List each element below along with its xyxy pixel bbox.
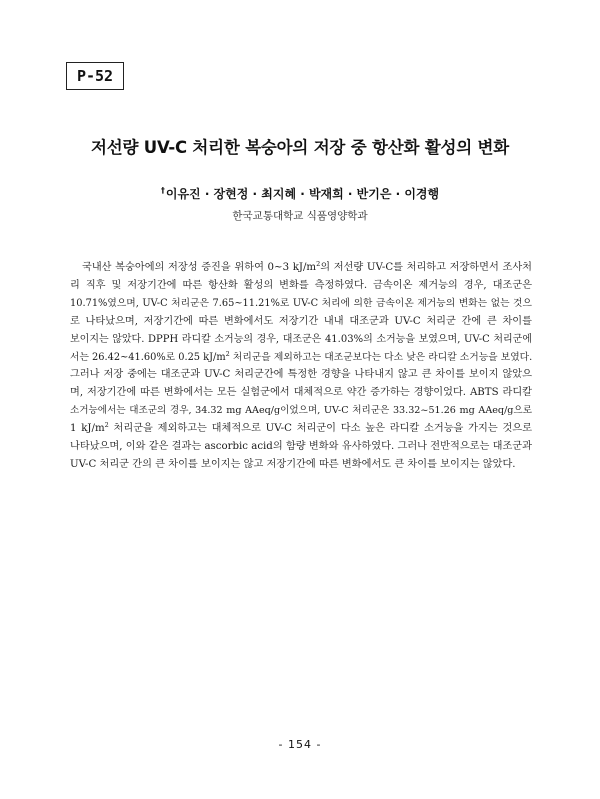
abstract-line: 10.71%였으며, UV-C 처리군은 7.65~11.21%로 UV-C 처리에 의한 금속이온 제거능의 변화는 없는 것으 bbox=[70, 297, 532, 309]
page-number: - 154 - bbox=[278, 738, 322, 751]
abstract-line: 소거능에서는 대조군의 경우, 34.32 mg AAeq/g이었으며, UV-C 처리군은 33.32~51.26 mg AAeq/g으로 bbox=[70, 405, 532, 417]
author-list bbox=[0, 185, 600, 202]
poster-id-badge bbox=[66, 62, 124, 90]
poster-id-text: P-52 bbox=[76, 67, 114, 85]
author-names: 이유진 · 장현정 · 최지혜 · 박재희 · 반기은 · 이경행 bbox=[165, 187, 440, 201]
abstract-line: UV-C 처리군 간의 큰 차이를 보이지는 않고 저장기간에 따른 변화에서도 큰 차이를 보이지는 않았다. bbox=[70, 458, 516, 470]
corresponding-author-mark: † bbox=[160, 186, 165, 195]
abstract-line: 로 나타났으며, 저장기간에 따른 변화에서도 저장기간 내내 대조군과 UV-C 처리군 간에 큰 차이를 bbox=[70, 315, 532, 327]
abstract-line: 보이지는 않았다. DPPH 라디칼 소거능의 경우, 대조군은 41.03%의 소거능을 보였으며, UV-C 처리군에 bbox=[70, 333, 532, 345]
abstract-line: 나타났으며, 이와 같은 결과는 ascorbic acid의 함량 변화와 유사하였다. 그러나 전반적으로는 대조군과 bbox=[70, 441, 532, 453]
abstract-body bbox=[70, 259, 532, 474]
abstract-line: 1 $kJ/m^2$ 처리군을 제외하고는 대체적으로 UV-C 처리군이 다소 높은 라디칼 소거능을 가지는 것으로 bbox=[70, 421, 532, 435]
abstract-line: 며, 저장기간에 따른 변화에서는 모든 실험군에서 대체적으로 약간 증가하는 경향이었다. ABTS 라디칼 bbox=[70, 387, 532, 399]
abstract-line: 그러나 저장 중에는 대조군과 UV-C 처리군간에 특정한 경향을 나타내지 않고 큰 차이를 보이지 않았으 bbox=[70, 369, 532, 381]
abstract-line: 국내산 복숭아에의 저장성 증진을 위하여 0~3 $kJ/m^2$의 저선량 UV-C를 처리하고 저장하면서 조사처 bbox=[82, 260, 533, 273]
affiliation: 한국교통대학교 식품영양학과 bbox=[232, 210, 368, 222]
abstract-line: 리 직후 및 저장기간에 따른 항산화 활성의 변화를 측정하였다. 금속이온 제거능의 경우, 대조군은 bbox=[70, 279, 532, 291]
abstract-line: 서는 26.42~41.60%로 0.25 $kJ/m^2$ 처리군을 제외하고는 대조군보다는 다소 낮은 라디칼 소거능을 보였다. bbox=[70, 349, 533, 363]
paper-title: 저선량 UV-C 처리한 복숭아의 저장 중 항산화 활성의 변화 bbox=[91, 138, 509, 157]
